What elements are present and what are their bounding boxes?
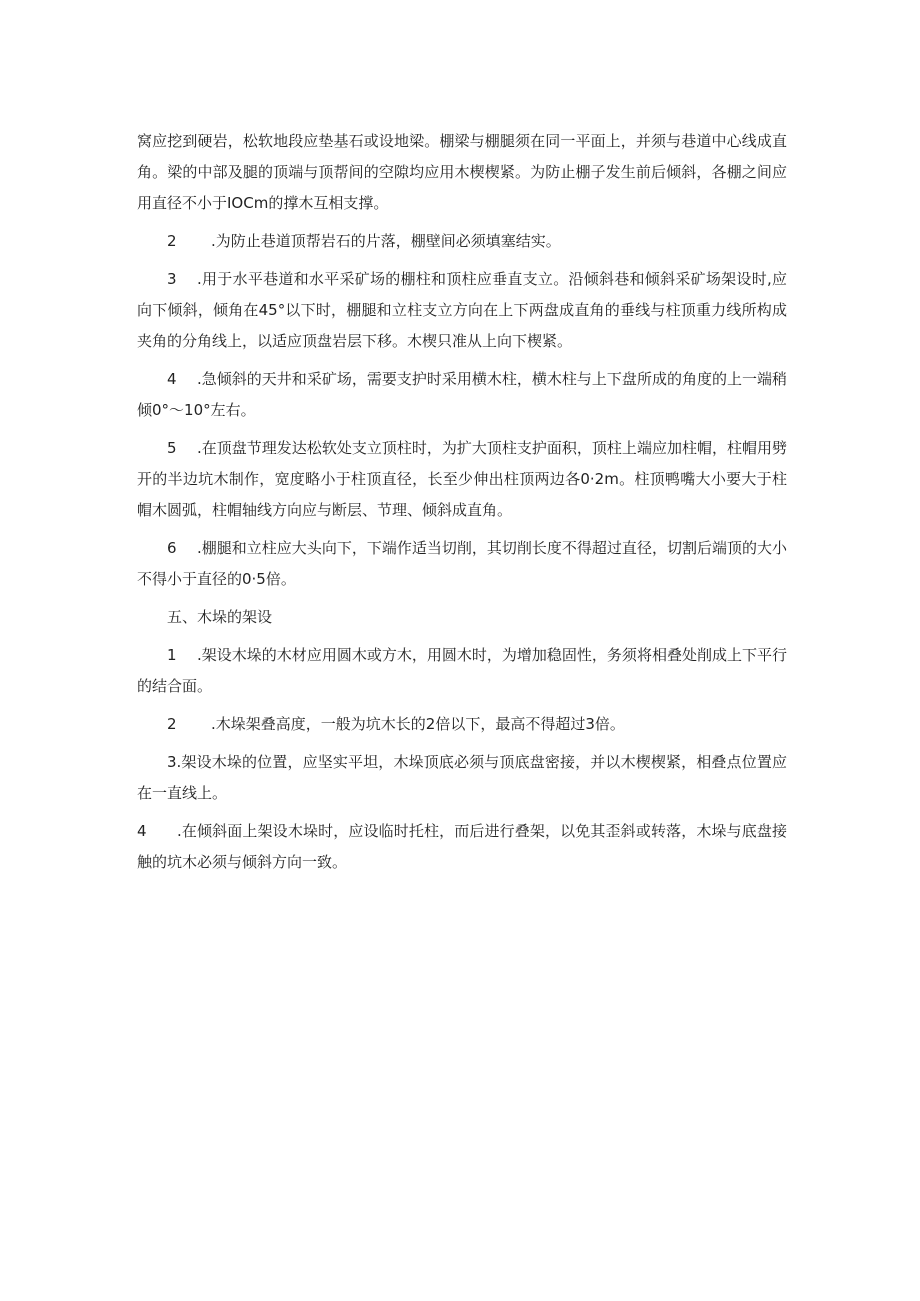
- item-number: 4: [137, 822, 147, 840]
- paragraph-item-2b: [137, 709, 787, 740]
- paragraph-item-3: [137, 264, 787, 357]
- section-heading-text: 五、木垛的架设: [167, 608, 273, 626]
- item-number: 5: [167, 439, 177, 457]
- paragraph-text: .用于水平巷道和水平采矿场的棚柱和顶柱应垂直支立。沿倾斜巷和倾斜采矿场架设时,应向下倾斜，倾角在45°以下时，棚腿和立柱支立方向在上下两盘成直角的垂线与柱顶重力线所构成夹角的分角线上，以适应顶盘岩层下移。木楔只准从上向下楔紧。: [137, 270, 787, 350]
- paragraph-item-4b: [137, 816, 787, 878]
- paragraph-text: .为防止巷道顶帮岩石的片落，棚壁间必须填塞结实。: [211, 232, 561, 250]
- paragraph-text: .急倾斜的天井和采矿场，需要支护时采用横木柱，横木柱与上下盘所成的角度的上一端稍倾0°～10°左右。: [137, 370, 787, 419]
- item-number: 6: [167, 539, 177, 557]
- paragraph-item-2: [137, 226, 787, 257]
- paragraph-item-5: [137, 433, 787, 526]
- paragraph-text: .棚腿和立柱应大头向下，下端作适当切削，其切削长度不得超过直径，切割后端顶的大小不得小于直径的0·5倍。: [137, 539, 787, 588]
- item-number: 2: [167, 715, 177, 733]
- paragraph-text: .木垛架叠高度，一般为坑木长的2倍以下，最高不得超过3倍。: [211, 715, 625, 733]
- paragraph-text: .在顶盘节理发达松软处支立顶柱时，为扩大顶柱支护面积，顶柱上端应加柱帽，柱帽用劈开的半边坑木制作，宽度略小于柱顶直径，长至少伸出柱顶两边各0·2m。柱顶鸭嘴大小要大于柱帽木圆弧，柱帽轴线方向应与断层、节理、倾斜成直角。: [137, 439, 787, 519]
- section-heading: [137, 602, 787, 633]
- paragraph-text: .在倾斜面上架设木垛时，应设临时托柱，而后进行叠架，以免其歪斜或转落，木垛与底盘接触的坑木必须与倾斜方向一致。: [137, 822, 787, 871]
- document-body: [137, 126, 787, 885]
- item-number: 3: [167, 270, 177, 288]
- paragraph-continuation: [137, 126, 787, 219]
- paragraph-item-3b: [137, 747, 787, 809]
- paragraph-item-6: [137, 533, 787, 595]
- paragraph-item-1: [137, 640, 787, 702]
- paragraph-text: 窝应挖到硬岩，松软地段应垫基石或设地梁。棚梁与棚腿须在同一平面上，并须与巷道中心线成直角。梁的中部及腿的顶端与顶帮间的空隙均应用木楔楔紧。为防止棚子发生前后倾斜，各棚之间应用直径不小于IOCm的撑木互相支撑。: [137, 132, 787, 212]
- paragraph-text: .架设木垛的木材应用圆木或方木，用圆木时，为增加稳固性，务须将相叠处削成上下平行的结合面。: [137, 646, 787, 695]
- item-number: 4: [167, 370, 177, 388]
- paragraph-text: 3.架设木垛的位置，应坚实平坦，木垛顶底必须与顶底盘密接，并以木楔楔紧，相叠点位置应在一直线上。: [137, 753, 787, 802]
- paragraph-item-4: [137, 364, 787, 426]
- item-number: 2: [167, 232, 177, 250]
- item-number: 1: [167, 646, 177, 664]
